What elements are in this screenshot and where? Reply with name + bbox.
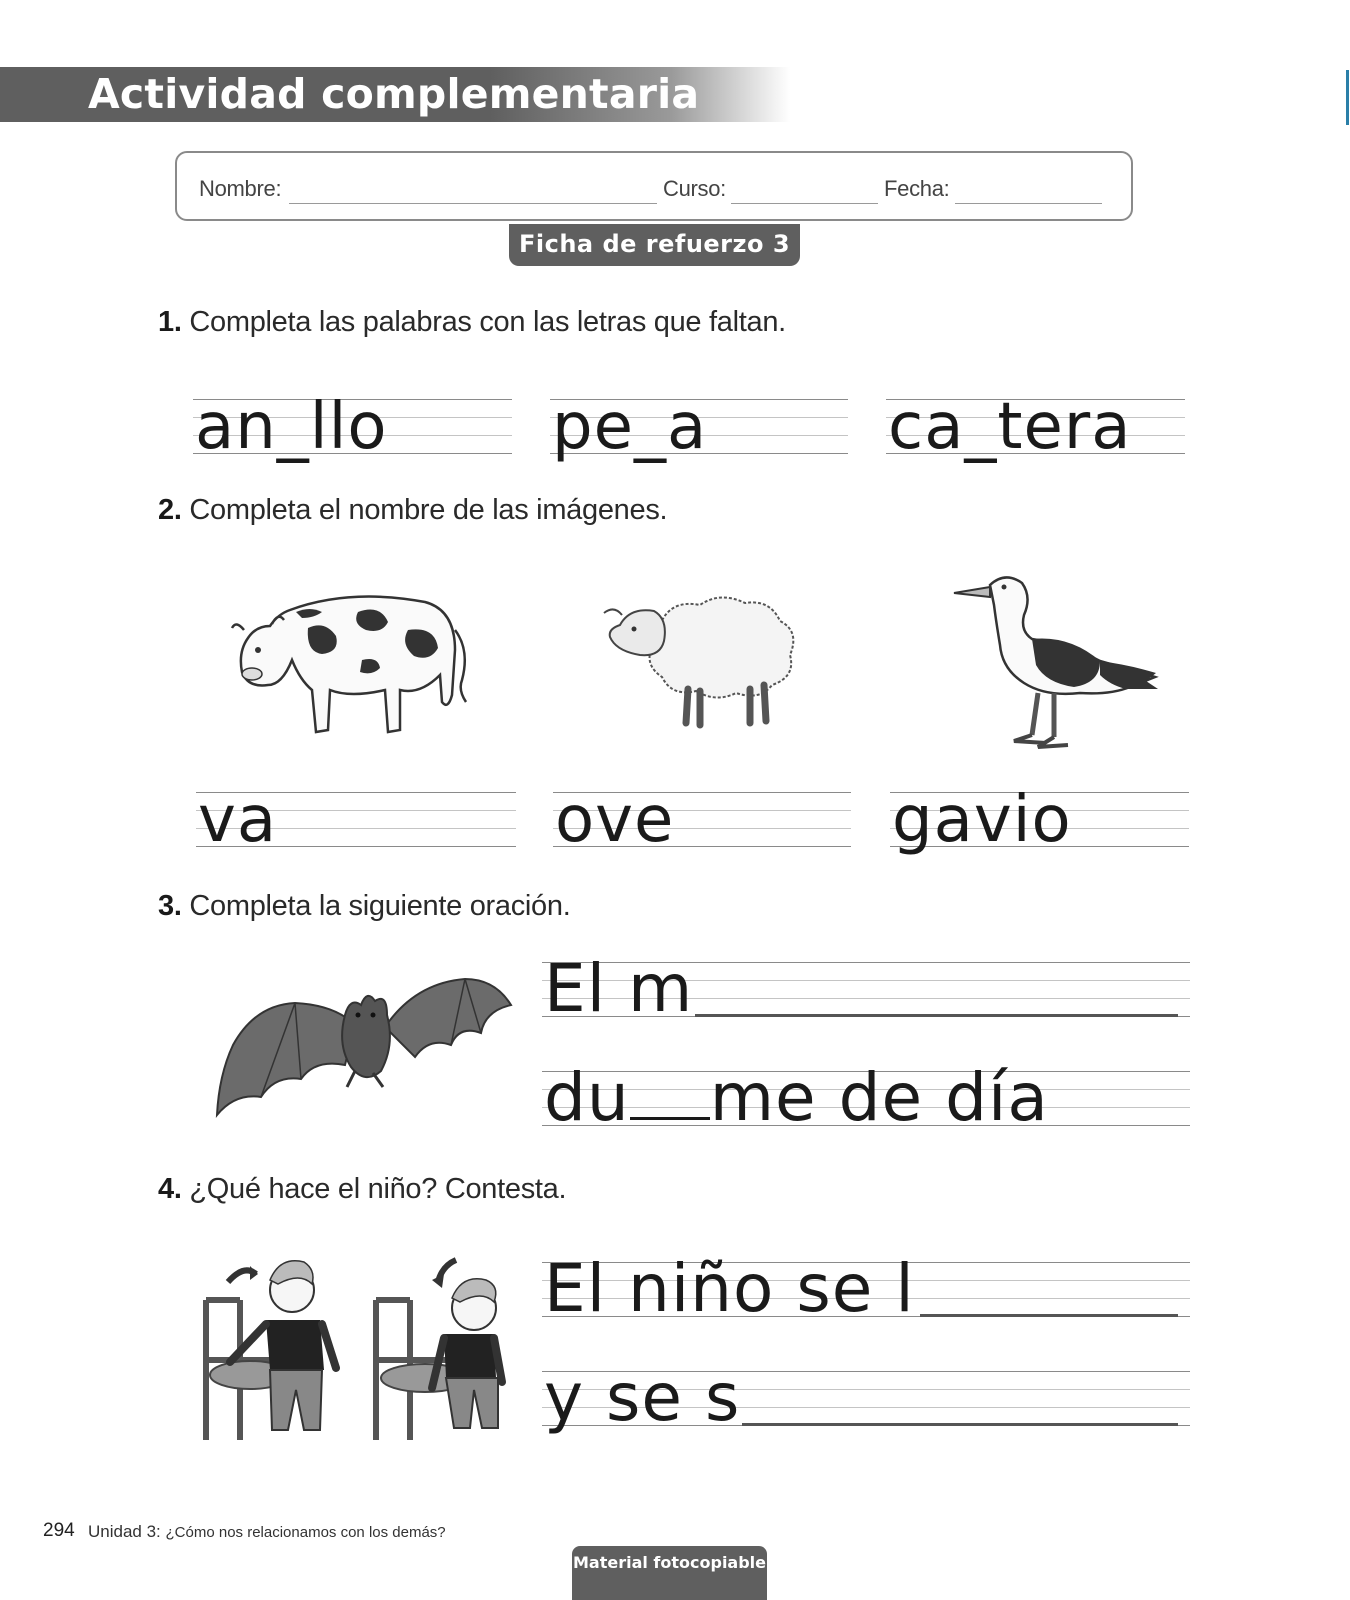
image-word-slot-1	[196, 783, 516, 857]
sentence-line-1	[542, 950, 1190, 1027]
bat-image	[215, 975, 515, 1125]
instruction-text: Completa el nombre de las imágenes.	[189, 494, 668, 526]
page-title: Actividad complementaria	[88, 70, 700, 118]
exercise-number: 2.	[158, 494, 182, 526]
word-text: gavio	[892, 783, 1072, 857]
answer-blank[interactable]	[920, 1314, 1178, 1317]
cow-image	[230, 590, 480, 750]
word-slot-3	[886, 390, 1185, 464]
course-label: Curso:	[663, 176, 726, 201]
sentence-part: du	[544, 1059, 630, 1136]
course-field[interactable]	[731, 203, 878, 204]
word-text: va	[198, 783, 278, 857]
exercise-1-instruction	[158, 306, 786, 339]
sentence-text	[544, 1059, 1049, 1136]
exercise-2-instruction	[158, 494, 667, 527]
word-text: pe_a	[552, 390, 708, 464]
answer-blank[interactable]	[695, 1014, 1178, 1017]
sentence-text: y se s	[544, 1359, 741, 1436]
exercise-4-instruction	[158, 1173, 566, 1206]
answer-line-1	[542, 1250, 1190, 1327]
sentence-line-2	[542, 1059, 1190, 1136]
exercise-3-instruction	[158, 890, 570, 923]
unit-title: ¿Cómo nos relacionamos con los demás?	[165, 1524, 446, 1541]
sentence-part: me de día	[709, 1059, 1049, 1136]
photocopiable-tab: Material fotocopiable	[572, 1546, 767, 1600]
exercise-number: 1.	[158, 306, 182, 338]
word-slot-1	[193, 390, 512, 464]
exercise-number: 4.	[158, 1173, 182, 1205]
ficha-tab: Ficha de refuerzo 3	[509, 224, 800, 266]
date-label: Fecha:	[884, 176, 950, 201]
name-label: Nombre:	[199, 176, 282, 201]
seagull-image	[950, 565, 1165, 765]
name-field[interactable]	[289, 203, 657, 204]
student-info-box	[175, 151, 1133, 221]
word-text: an_llo	[195, 390, 388, 464]
image-word-slot-2	[553, 783, 851, 857]
word-slot-2	[550, 390, 848, 464]
answer-blank[interactable]	[742, 1423, 1178, 1426]
sentence-part: El m	[544, 950, 694, 1027]
instruction-text: Completa la siguiente oración.	[189, 890, 571, 922]
page-number: 294	[43, 1520, 75, 1541]
edge-mark	[1346, 70, 1349, 125]
boy-sitting-image	[200, 1250, 520, 1450]
sentence-text	[544, 950, 694, 1027]
answer-blank[interactable]	[630, 1117, 710, 1120]
word-text: ove	[555, 783, 675, 857]
sentence-text: El niño se l	[544, 1250, 915, 1327]
unit-number: Unidad 3:	[88, 1522, 161, 1541]
word-text: ca_tera	[888, 390, 1132, 464]
exercise-number: 3.	[158, 890, 182, 922]
instruction-text: ¿Qué hace el niño? Contesta.	[189, 1173, 567, 1205]
instruction-text: Completa las palabras con las letras que faltan.	[189, 306, 786, 338]
sheep-image	[600, 585, 810, 735]
date-field[interactable]	[955, 203, 1102, 204]
image-word-slot-3	[890, 783, 1189, 857]
unit-label	[88, 1522, 446, 1542]
answer-line-2	[542, 1359, 1190, 1436]
